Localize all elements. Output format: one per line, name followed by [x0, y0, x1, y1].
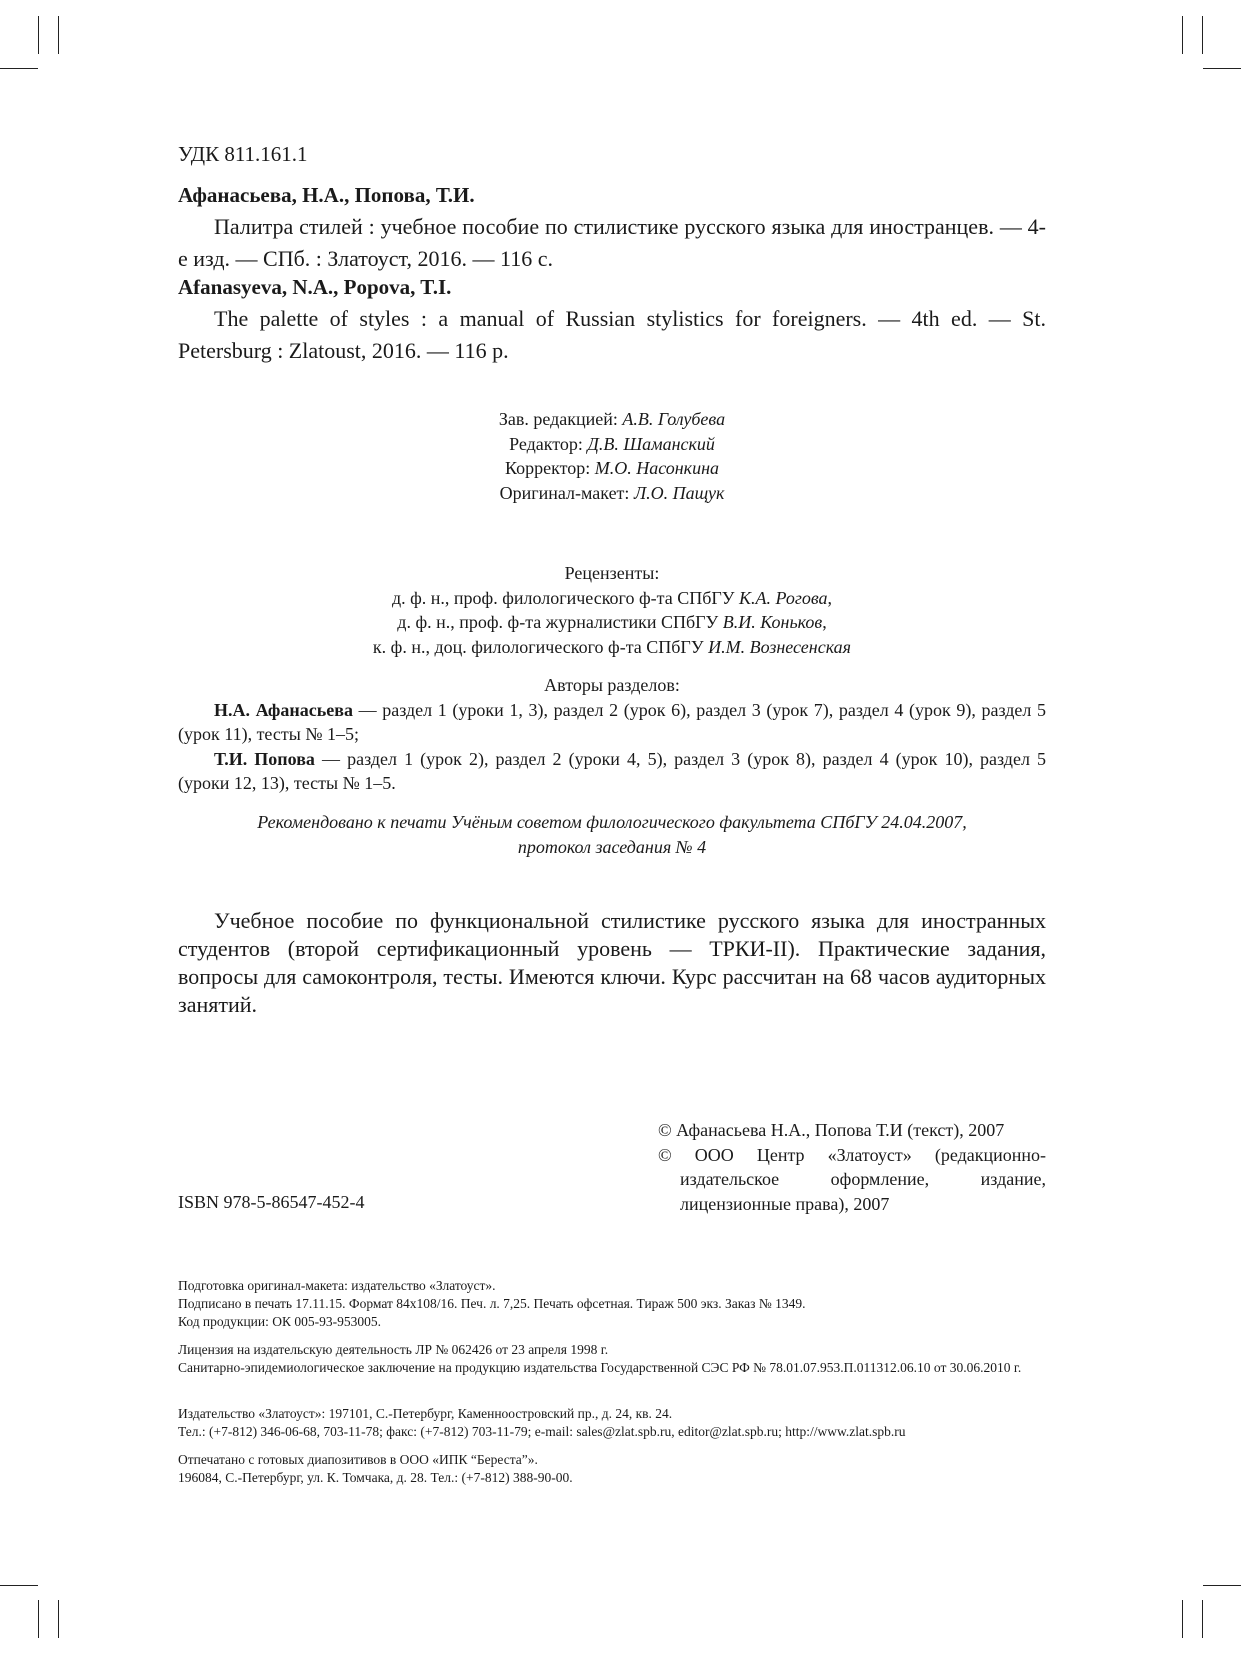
reviewer-line: [178, 586, 1046, 611]
crop-mark: [0, 1585, 38, 1586]
reviewer-line: [178, 610, 1046, 635]
staff-name: А.В. Голубева: [622, 409, 726, 429]
imprint-line: Лицензия на издательскую деятельность ЛР № 062426 от 23 апреля 1998 г.: [178, 1342, 609, 1357]
imprint-line: Тел.: (+7-812) 346-06-68, 703-11-78; факс: (+7-812) 703-11-79; e-mail: sales@zlat.spb.ru, editor@zlat.spb.ru; http://www.zlat.spb.ru: [178, 1424, 906, 1439]
crop-mark: [1202, 16, 1203, 54]
section-author-line: [178, 747, 1046, 796]
crop-mark: [1203, 1585, 1241, 1586]
imprint-line: Отпечатано с готовых диапозитивов в ООО «ИПК “Береста”».: [178, 1452, 538, 1467]
imprint-group: [178, 1451, 1046, 1487]
reviewer-position: д. ф. н., проф. филологического ф-та СПбГУ: [391, 587, 735, 608]
staff-role: Редактор:: [509, 433, 583, 454]
copyright-line: © Афанасьева Н.А., Попова Т.И (текст), 2007: [658, 1120, 1005, 1140]
en-bibliographic-entry: [178, 272, 1046, 367]
section-author-name: Т.И. Попова: [214, 748, 315, 769]
section-author-sections: — раздел 1 (уроки 1, 3), раздел 2 (урок 6), раздел 3 (урок 7), раздел 4 (урок 9), раздел 5 (урок 11), тесты № 1–5;: [178, 699, 1046, 744]
recommendation-line: протокол заседания № 4: [517, 836, 707, 857]
editorial-staff: [178, 407, 1046, 505]
abstract: Учебное пособие по функциональной стилистике русского языка для иностранных студентов (второй сертификационный уровень — ТРКИ-II). Практические задания, вопросы для самоконтроля, тесты. Имеются ключи. Курс рассчитан на 68 часов аудиторных занятий.: [178, 908, 1046, 1017]
crop-mark: [1202, 1600, 1203, 1638]
staff-role: Зав. редакцией:: [498, 409, 618, 429]
isbn: ISBN 978-5-86547-452-4: [178, 1192, 365, 1212]
en-authors: Afanasyeva, N.A., Popova, T.I.: [178, 275, 452, 299]
copyright-line: © ООО Центр «Златоуст» (редакционно-издательское оформление, издание, лицензионные права), 2007: [658, 1144, 1046, 1214]
staff-role: Оригинал-макет:: [499, 482, 630, 503]
staff-line: [178, 481, 1046, 506]
crop-mark: [58, 16, 59, 54]
staff-line: [178, 456, 1046, 481]
staff-name: Л.О. Пащук: [633, 482, 725, 503]
en-description: The palette of styles : a manual of Russian stylistics for foreigners. — 4th ed. — St. Petersburg : Zlatoust, 2016. — 116 p.: [178, 306, 1046, 363]
crop-mark: [0, 68, 38, 69]
ru-authors: Афанасьева, Н.А., Попова, Т.И.: [178, 183, 475, 207]
imprint-line: Издательство «Златоуст»: 197101, С.-Петербург, Каменноостровский пр., д. 24, кв. 24.: [178, 1406, 673, 1421]
reviewers: [178, 561, 1046, 659]
reviewer-separator: ,: [827, 587, 833, 608]
imprint-line: Код продукции: ОК 005-93-953005.: [178, 1314, 381, 1329]
reviewer-name: И.М. Вознесенская: [708, 636, 852, 657]
recommendation: [178, 810, 1046, 859]
crop-mark: [1203, 68, 1241, 69]
section-author-name: Н.А. Афанасьева: [214, 699, 353, 720]
staff-name: Д.В. Шаманский: [587, 433, 715, 454]
reviewer-position: д. ф. н., проф. ф-та журналистики СПбГУ: [397, 612, 719, 632]
reviewer-line: [178, 635, 1046, 660]
recommendation-line: Рекомендовано к печати Учёным советом филологического факультета СПбГУ 24.04.2007,: [257, 812, 967, 832]
reviewer-name: В.И. Коньков: [722, 612, 823, 632]
staff-name: М.О. Насонкина: [594, 458, 720, 478]
reviewer-separator: ,: [822, 612, 827, 632]
reviewer-position: к. ф. н., доц. филологического ф-та СПбГУ: [372, 636, 704, 657]
reviewers-title: Рецензенты:: [564, 563, 660, 583]
staff-line: [178, 407, 1046, 432]
imprint-line: 196084, С.-Петербург, ул. К. Томчака, д. 28. Тел.: (+7-812) 388-90-00.: [178, 1470, 573, 1485]
ru-description: Палитра стилей : учебное пособие по стилистике русского языка для иностранцев. — 4-е изд. — СПб. : Златоуст, 2016. — 116 с.: [178, 214, 1046, 271]
imprint-line: Подготовка оригинал-макета: издательство «Златоуст».: [178, 1278, 496, 1293]
staff-line: [178, 432, 1046, 457]
imprint-group: [178, 1405, 1046, 1441]
imprint-line: Подписано в печать 17.11.15. Формат 84x108/16. Печ. л. 7,25. Печать офсетная. Тираж 500 экз. Заказ № 1349.: [178, 1296, 806, 1311]
imprint-group: [178, 1277, 1046, 1331]
udk-code: УДК 811.161.1: [178, 142, 308, 166]
crop-mark: [38, 16, 39, 54]
copyright-block: [658, 1118, 1046, 1216]
crop-mark: [1182, 16, 1183, 54]
ru-bibliographic-entry: [178, 180, 1046, 275]
crop-mark: [1182, 1600, 1183, 1638]
section-authors-title: Авторы разделов:: [544, 675, 680, 695]
imprint-line: Санитарно-эпидемиологическое заключение на продукцию издательства Государственной СЭС РФ № 78.01.07.953.П.011312.06.10 от 30.06.2010 г.: [178, 1360, 1022, 1375]
section-authors: [178, 673, 1046, 796]
reviewer-name: К.А. Рогова: [739, 587, 828, 608]
staff-role: Корректор:: [504, 458, 591, 478]
section-author-sections: — раздел 1 (урок 2), раздел 2 (уроки 4, 5), раздел 3 (урок 8), раздел 4 (урок 10), раздел 5 (уроки 12, 13), тесты № 1–5.: [178, 748, 1046, 793]
crop-mark: [58, 1600, 59, 1638]
crop-mark: [38, 1600, 39, 1638]
section-author-line: [178, 698, 1046, 747]
imprint-group: [178, 1341, 1046, 1377]
